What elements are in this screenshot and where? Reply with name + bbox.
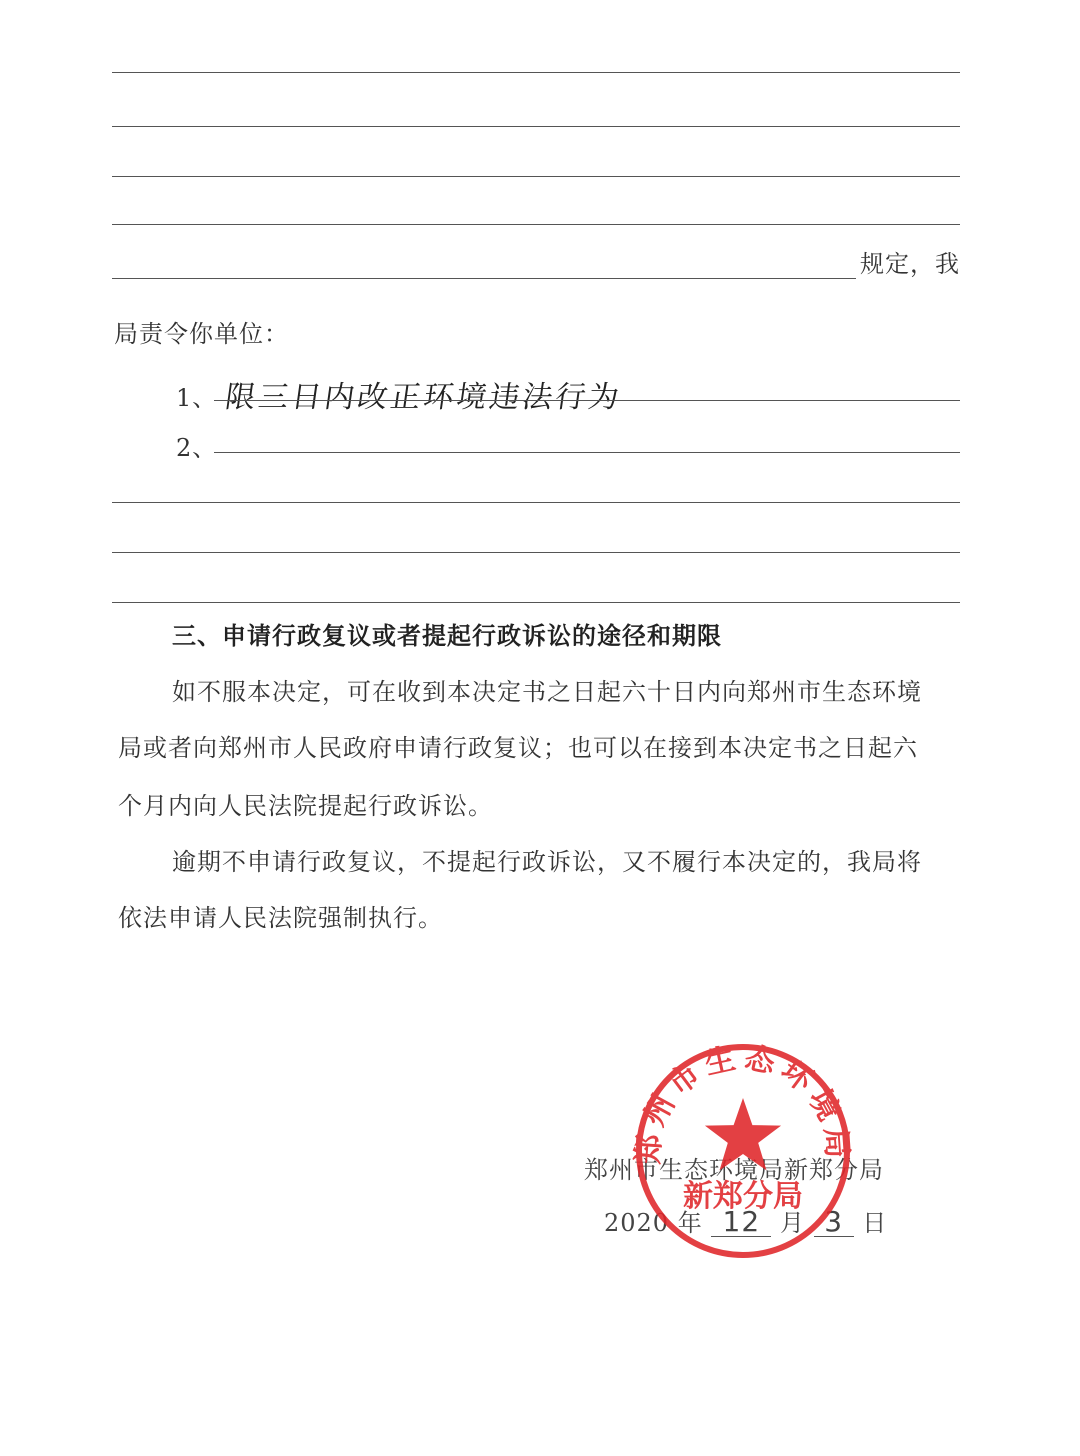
blank-line [112,278,856,279]
star-icon [705,1098,781,1170]
blank-line [214,400,960,401]
seal-text: 郑州市生态环境局 [631,1040,855,1166]
paragraph-line: 逾期不申请行政复议，不提起行政诉讼，又不履行本决定的，我局将 [172,848,922,876]
date-day-unit: 日 [862,1209,888,1237]
date-month-unit: 月 [780,1209,805,1237]
handwritten-order: 限三日内改正环境违法行为 [223,380,624,415]
seal-subtext: 新郑分局 [683,1179,803,1214]
date-year-unit: 年 [677,1209,703,1237]
blank-line [112,552,960,553]
order-intro: 局责令你单位： [114,320,289,348]
blank-line [112,602,960,603]
regulation-line-end: 规定，我 [860,250,960,278]
date-year: 2020 [604,1209,670,1237]
paragraph-line: 依法申请人民法院强制执行。 [118,904,443,932]
date-month: 12 [711,1208,771,1237]
blank-line [112,176,960,177]
paragraph-line: 个月内向人民法院提起行政诉讼。 [118,792,493,820]
paragraph-line: 如不服本决定，可在收到本决定书之日起六十日内向郑州市生态环境 [172,678,922,706]
issuer-name: 郑州市生态环境局新郑分局 [584,1156,884,1184]
item-number: 1、 [176,384,218,412]
section-heading: 三、申请行政复议或者提起行政诉讼的途径和期限 [172,621,722,650]
blank-line [214,452,960,453]
blank-line [112,126,960,127]
date-day: 3 [814,1208,854,1237]
blank-line [112,502,960,503]
blank-line [112,224,960,225]
official-seal [628,1036,858,1266]
item-number: 2、 [176,434,218,462]
paragraph-line: 局或者向郑州市人民政府申请行政复议；也可以在接到本决定书之日起六 [118,734,918,762]
blank-line [112,72,960,73]
